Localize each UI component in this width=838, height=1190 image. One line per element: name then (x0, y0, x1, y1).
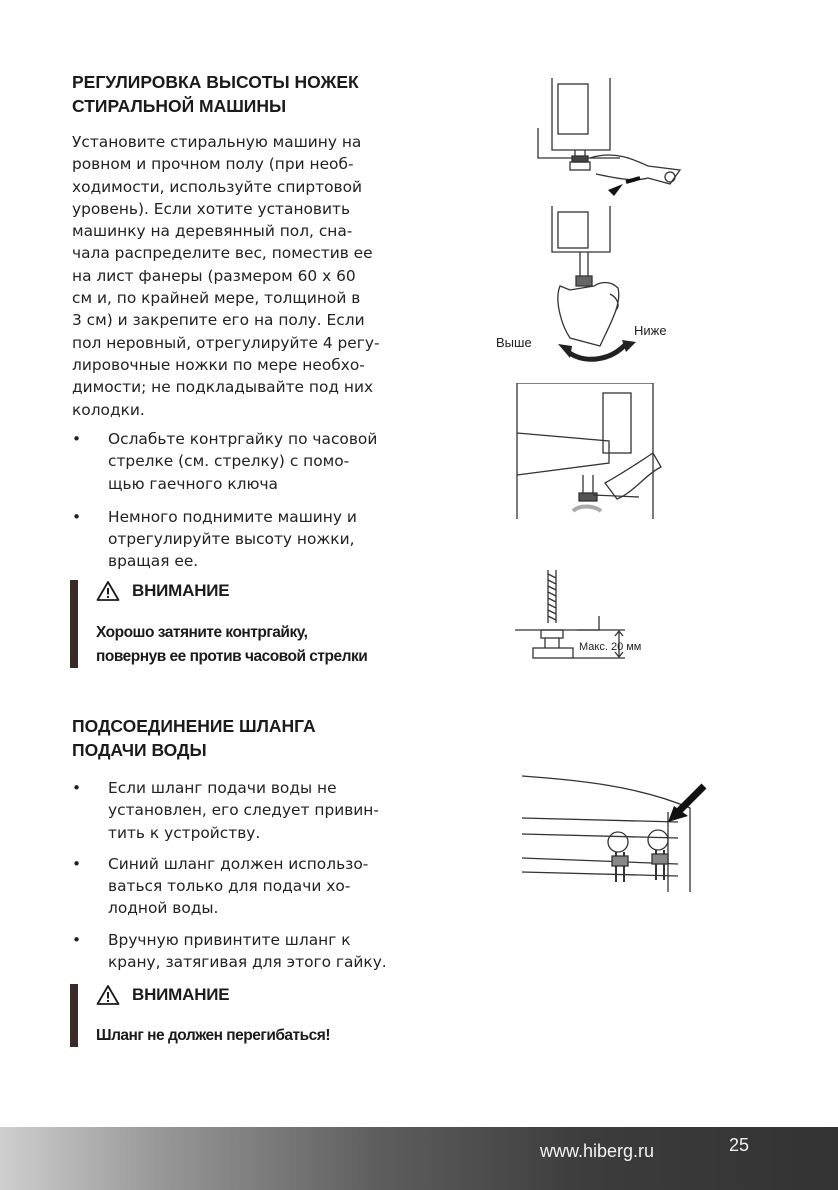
machine-corner-adjustment-illustration (513, 383, 663, 523)
warning-label: ВНИМАНИЕ (132, 581, 230, 600)
warning-text (96, 621, 367, 669)
bullet-line: Если шланг подачи воды не (108, 779, 337, 797)
list-item (72, 506, 422, 573)
page-number: 25 (729, 1135, 750, 1155)
paragraph-line: пол неровный, отрегулируйте 4 регу- (72, 333, 380, 352)
warning-box-hose (70, 984, 420, 1047)
warning-header (96, 580, 229, 602)
bullet-marker: • (72, 930, 82, 949)
warning-line: Шланг не должен перегибаться! (96, 1027, 330, 1044)
bullet-marker: • (72, 779, 82, 797)
bullet-line: стрелке (см. стрелку) с помо- (108, 452, 350, 471)
list-item (72, 428, 422, 495)
paragraph-line: димости; не подкладывайте под них (72, 378, 374, 397)
paragraph-line: чала распределите вес, поместив ее (72, 244, 373, 263)
paragraph-line: на лист фанеры (размером 60 х 60 (72, 266, 356, 285)
paragraph-line: Установите стиральную машину на (72, 133, 362, 151)
list-item (72, 853, 422, 920)
warning-text (96, 1024, 330, 1048)
warning-triangle-icon (96, 580, 120, 602)
paragraph-line: колодки. (72, 400, 145, 419)
bullet-line: установлен, его следует привин- (108, 801, 379, 820)
title-line: РЕГУЛИРОВКА ВЫСОТЫ НОЖЕК (72, 72, 359, 92)
bullet-line: Немного поднимите машину и (108, 507, 357, 526)
section-title-water-hose (72, 714, 316, 762)
water-hose-bullets (72, 777, 422, 973)
bullet-line: вращая ее. (108, 552, 199, 571)
title-line: СТИРАЛЬНОЙ МАШИНЫ (72, 96, 287, 116)
bullet-line: ваться только для подачи хо- (108, 877, 351, 896)
bullet-marker: • (72, 854, 82, 873)
bullet-line: крану, затягивая для этого гайку. (108, 953, 387, 972)
page-footer (0, 1127, 838, 1190)
bullet-marker: • (72, 430, 82, 448)
footer-website-link[interactable]: www.hiberg.ru (540, 1141, 655, 1161)
title-line: ПОДСОЕДИНЕНИЕ ШЛАНГА (72, 716, 316, 736)
hand-rotate-foot-illustration (540, 206, 660, 371)
paragraph-line: см и, по крайней мере, толщиной в (72, 289, 361, 308)
warning-box-locknut (70, 580, 420, 668)
paragraph-line: машинку на деревянный пол, сна- (72, 222, 353, 241)
paragraph-line: ходимости, используйте спиртовой (72, 177, 363, 196)
warning-triangle-icon (96, 984, 120, 1006)
bullet-line: лодной воды. (108, 899, 219, 918)
rotate-higher-label: Выше (496, 335, 532, 350)
leg-adjustment-paragraph (72, 131, 417, 421)
bullet-line: Вручную привинтите шланг к (108, 930, 351, 949)
paragraph-line: 3 см) и закрепите его на полу. Если (72, 311, 365, 330)
paragraph-line: уровень). Если хотите установить (72, 199, 351, 218)
warning-label: ВНИМАНИЕ (132, 985, 230, 1004)
title-line: ПОДАЧИ ВОДЫ (72, 740, 207, 760)
rotate-lower-label: Ниже (634, 323, 667, 338)
list-item (72, 929, 422, 974)
bullet-line: Синий шланг должен использо- (108, 854, 369, 873)
bullet-line: Ослабьте контргайку по часовой (108, 430, 378, 448)
max-height-label: Макс. 20 мм (579, 641, 642, 653)
warning-header (96, 984, 229, 1006)
bullet-marker: • (72, 507, 82, 526)
warning-bar (70, 580, 78, 668)
section-title-leg-adjustment (72, 70, 359, 118)
paragraph-line: ровном и прочном полу (при необ- (72, 155, 354, 174)
bullet-line: отрегулируйте высоту ножки, (108, 530, 355, 549)
list-item (72, 777, 422, 844)
hose-connection-illustration (518, 772, 708, 892)
leg-adjustment-bullets (72, 428, 422, 573)
paragraph-line: лировочные ножки по мере необхо- (72, 355, 365, 374)
wrench-locknut-illustration (530, 78, 690, 203)
warning-bar (70, 984, 78, 1047)
bullet-line: щью гаечного ключа (108, 474, 278, 493)
warning-line: повернув ее против часовой стрелки (96, 648, 368, 665)
bullet-line: тить к устройству. (108, 823, 261, 842)
warning-line: Хорошо затяните контргайку, (96, 624, 308, 641)
